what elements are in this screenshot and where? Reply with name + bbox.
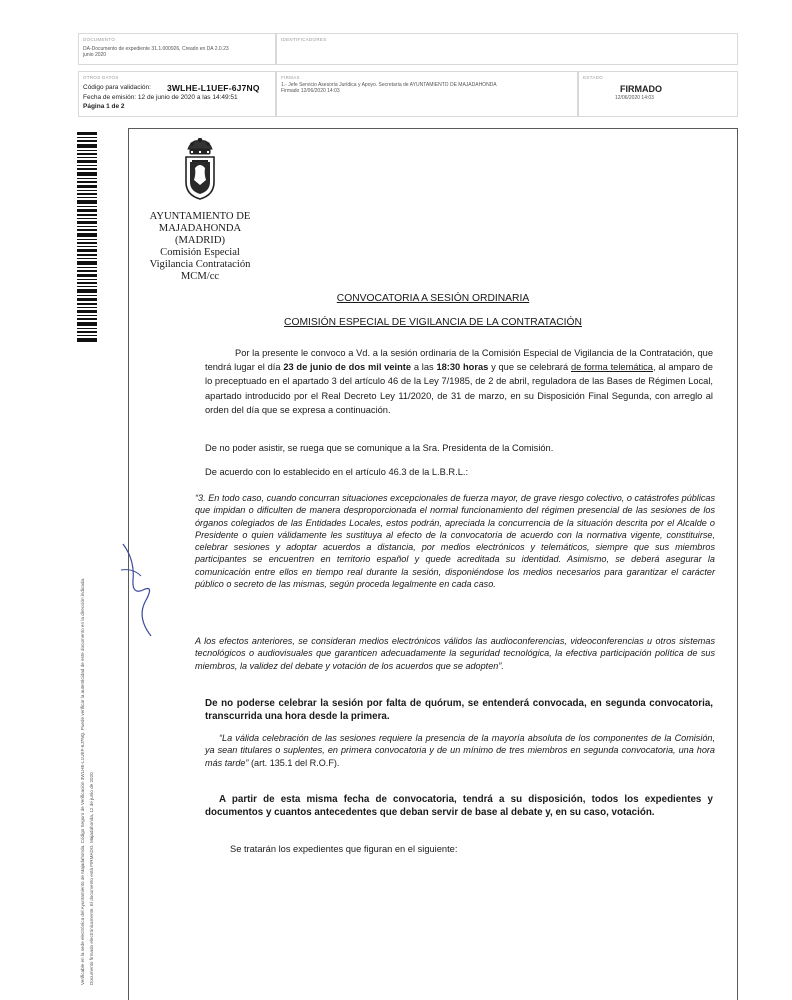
letterhead-line-3: (MADRID) — [174, 235, 226, 246]
header-otros-datos-box — [78, 71, 276, 117]
header-estado-label: ESTADO — [583, 75, 603, 80]
quote-medios-electronicos: A los efectos anteriores, se consideran medios electrónicos válidos las audioconferencias, videoconferencias u otros sistemas tecnológicos o audiovisuales que garanticen adecuadamente la seguridad tecnológica, la efectiva participación política de sus miembros, la validez del debate y votación de los acuerdos que se adopten”. — [195, 636, 715, 671]
header-code-label: Código para validación: — [83, 84, 151, 91]
letterhead-line-6: MCM/cc — [180, 271, 220, 282]
status-date: 12/06/2020 14:03 — [615, 95, 654, 101]
header-documento-label: DOCUMENTO — [83, 37, 116, 42]
header-firmas-line1: 1.- Jefe Servicio Asesoría Jurídica y Apoyo. Secretaría de AYUNTAMIENTO DE MAJADAHONDA — [281, 82, 497, 88]
barcode — [77, 132, 97, 342]
paragraph-quorum: De no poderse celebrar la sesión por falta de quórum, se entenderá convocada, en segunda convocatoria, transcurrida una hora desde la primera. — [205, 698, 713, 722]
letterhead-line-4: Comisión Especial — [160, 247, 240, 258]
paragraph-disposicion — [205, 793, 713, 819]
para1-text-2: a las — [411, 362, 437, 373]
letterhead — [140, 211, 260, 283]
status-firmado: FIRMADO — [620, 84, 662, 94]
side-verification-text-2: Documento firmado electrónicamente. El documento está FIRMADO. Majadahonda, 12 de junio de 2020 — [89, 772, 94, 985]
paragraph-lbrl: De acuerdo con lo establecido en el artículo 46.3 de la L.B.R.L.: — [205, 467, 469, 477]
title-comision: COMISIÓN ESPECIAL DE VIGILANCIA DE LA CONTRATACIÓN — [284, 317, 582, 328]
paragraph-no-asistir: De no poder asistir, se ruega que se comunique a la Sra. Presidenta de la Comisión. — [205, 443, 554, 453]
meeting-time: 18:30 horas — [436, 362, 489, 373]
side-verification-text-1: Verificable en la sede electrónica del Ayuntamiento de Majadahonda. Código Seguro de Verificación 3WLHE-L1UEF-6J7NQ. Puede verificar la autenticidad de este documento en la dirección indicada. — [80, 577, 85, 985]
paragraph-expedientes: Se tratarán los expedientes que figuran en el siguiente: — [230, 844, 458, 854]
header-documento-line1: DA-Documento de expediente 31.1.000926, Creado en DA 2.0.23 — [83, 46, 229, 52]
paragraph-convocatoria — [205, 346, 713, 417]
header-firmas-line2: Firmado 12/06/2020 14:03 — [281, 88, 340, 94]
header-otros-datos-label: OTROS DATOS — [83, 75, 119, 80]
title-convocatoria: CONVOCATORIA A SESIÓN ORDINARIA — [336, 293, 530, 304]
header-firmas-box — [276, 71, 578, 117]
coat-of-arms-icon — [180, 138, 220, 200]
header-estado-box — [578, 71, 738, 117]
handwritten-signature — [115, 540, 165, 640]
header-firmas-label: FIRMAS — [281, 75, 300, 80]
quote-rof-text: “La válida celebración de las sesiones requiere la presencia de la mayoría absoluta de los componentes de la Comisión, ya sean titulares o suplentes, en primera convocatoria y de un mínimo de tres miembros en segunda convocatoria, una hora más tarde” — [205, 733, 715, 768]
header-documento-box — [78, 33, 276, 65]
meeting-date: 23 de junio de dos mil veinte — [283, 362, 412, 373]
meeting-mode: de forma telemática — [570, 362, 653, 373]
para1-text-3: y que se celebrará — [488, 362, 571, 373]
header-identificadores-box — [276, 33, 738, 65]
letterhead-line-2: MAJADAHONDA — [158, 223, 242, 234]
quote-article-46-3: “3. En todo caso, cuando concurran situaciones excepcionales de fuerza mayor, de grave riesgo colectivo, o catástrofes públicas que impidan o dificulten de manera desproporcionada el normal funcionamiento del régimen presencial de las sesiones de los órganos colegiados de las Entidades Locales, estos podrán, apreciada la concurrencia de la situación descrita por el Alcalde o Presidente o quien válidamente les sustituya al efecto de la convocatoria de acuerdo con la normativa vigente, constituirse, celebrar sesiones y adoptar acuerdos a distancia, por medios electrónicos y telemáticos, siempre que sus miembros participantes se encuentren en territorio español y quede acreditada su identidad. Asimismo, se deberá asegurar la comunicación entre ellos en tiempo real durante la sesión, disponiéndose los medios necesarios para garantizar el carácter público o secreto de las mismas, según proceda legalmente en cada caso. — [195, 493, 715, 590]
letterhead-line-1: AYUNTAMIENTO DE — [149, 211, 251, 222]
header-identificadores-label: IDENTIFICADORES — [281, 37, 327, 42]
validation-code: 3WLHE-L1UEF-6J7NQ — [167, 83, 260, 93]
paragraph-disposicion-text: A partir de esta misma fecha de convocatoria, tendrá a su disposición, todos los expedientes y documentos y cuantos antecedentes que deban servir de base al debate y, en su caso, votación. — [205, 794, 713, 818]
letterhead-line-5: Vigilancia Contratación — [149, 259, 251, 270]
para1-text-1: Por la presente le convoco a Vd. a la sesión ordinaria de la Comisión Especial de Vigilancia de la Contratación, que tendrá lugar el día — [205, 348, 713, 373]
header-documento-line2: junio 2020 — [83, 52, 107, 58]
para1-text-4: , al amparo de lo preceptuado en el apartado 3 del artículo 46 de la Ley 7/1985, de 2 de abril, reguladora de las Bases de Régimen Local, apartado introducido por el Real Decreto Ley 11/2020, de 31 de marzo, en su Disposición Final Segunda, con arreglo al orden del día que se expresa a continuación. — [205, 362, 713, 415]
quote-rof-ref: (art. 135.1 del R.O.F). — [248, 757, 340, 768]
quote-rof — [205, 732, 715, 769]
header-pagina: Página 1 de 2 — [83, 103, 125, 110]
header-fecha-emision: Fecha de emisión: 12 de junio de 2020 a las 14:49:51 — [83, 94, 238, 101]
